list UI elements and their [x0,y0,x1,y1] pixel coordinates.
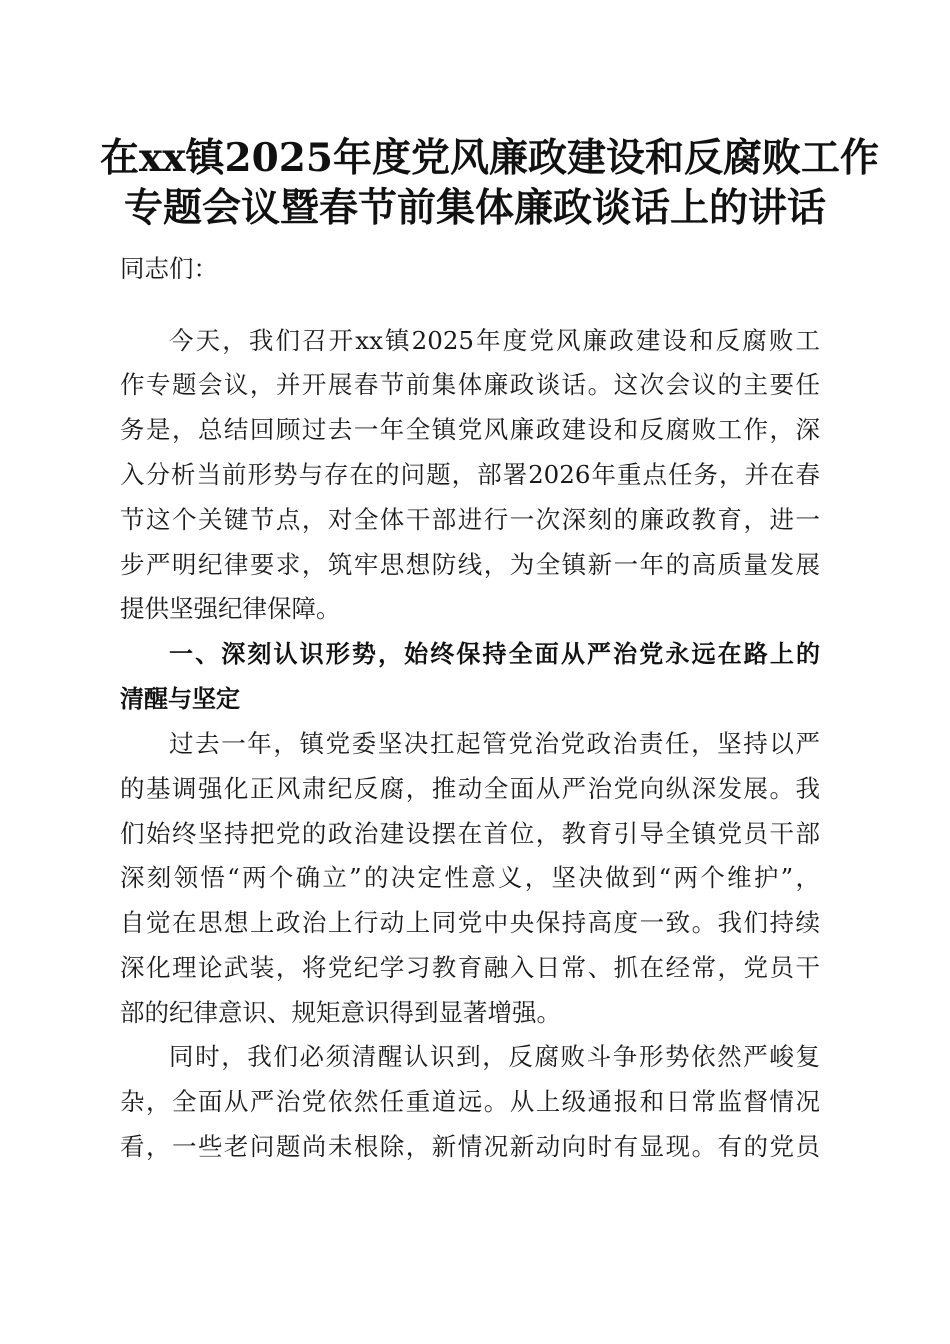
intro-line: 提供坚强纪律保障。 [120,594,341,623]
paragraph-line: 同时，我们必须清醒认识到，反腐败斗争形势依然严峻复 [169,1042,820,1071]
paragraph-line: 们始终坚持把党的政治建设摆在首位，教育引导全镇党员干部 [120,819,820,848]
paragraph-line: 深化理论武装，将党纪学习教育融入日常、抓在经常，党员干 [120,953,820,982]
document-title-line-2: 专题会议暨春节前集体廉政谈话上的讲话 [123,185,826,231]
paragraph-line: 部的纪律意识、规矩意识得到显著增强。 [120,998,561,1027]
paragraph-line: 自觉在思想上政治上行动上同党中央保持高度一致。我们持续 [120,908,820,937]
intro-line: 节这个关键节点，对全体干部进行一次深刻的廉政教育，进一 [120,505,820,534]
intro-line: 务是，总结回顾过去一年全镇党风廉政建设和反腐败工作，深 [120,415,820,444]
intro-line: 今天，我们召开xx镇2025年度党风廉政建设和反腐败工 [169,326,820,355]
intro-line: 步严明纪律要求，筑牢思想防线，为全镇新一年的高质量发展 [120,550,820,579]
paragraph-line: 深刻领悟“两个确立”的决定性意义，坚决做到“两个维护”， [120,863,820,892]
paragraph-line: 杂，全面从严治党依然任重道远。从上级通报和日常监督情况 [120,1087,820,1116]
paragraph-line: 的基调强化正风肃纪反腐，推动全面从严治党向纵深发展。我 [120,774,820,803]
paragraph-line: 看，一些老问题尚未根除，新情况新动向时有显现。有的党员 [120,1132,820,1161]
section-heading: 清醒与坚定 [120,685,240,713]
intro-line: 作专题会议，并开展春节前集体廉政谈话。这次会议的主要任 [120,370,820,399]
salutation: 同志们： [120,254,218,283]
document-title-line-1: 在xx镇2025年度党风廉政建设和反腐败工作 [100,135,880,181]
section-heading: 一、深刻认识形势，始终保持全面从严治党永远在路上的 [169,640,820,668]
intro-line: 入分析当前形势与存在的问题，部署2026年重点任务，并在春 [120,460,820,489]
paragraph-line: 过去一年，镇党委坚决扛起管党治党政治责任，坚持以严 [169,729,820,758]
